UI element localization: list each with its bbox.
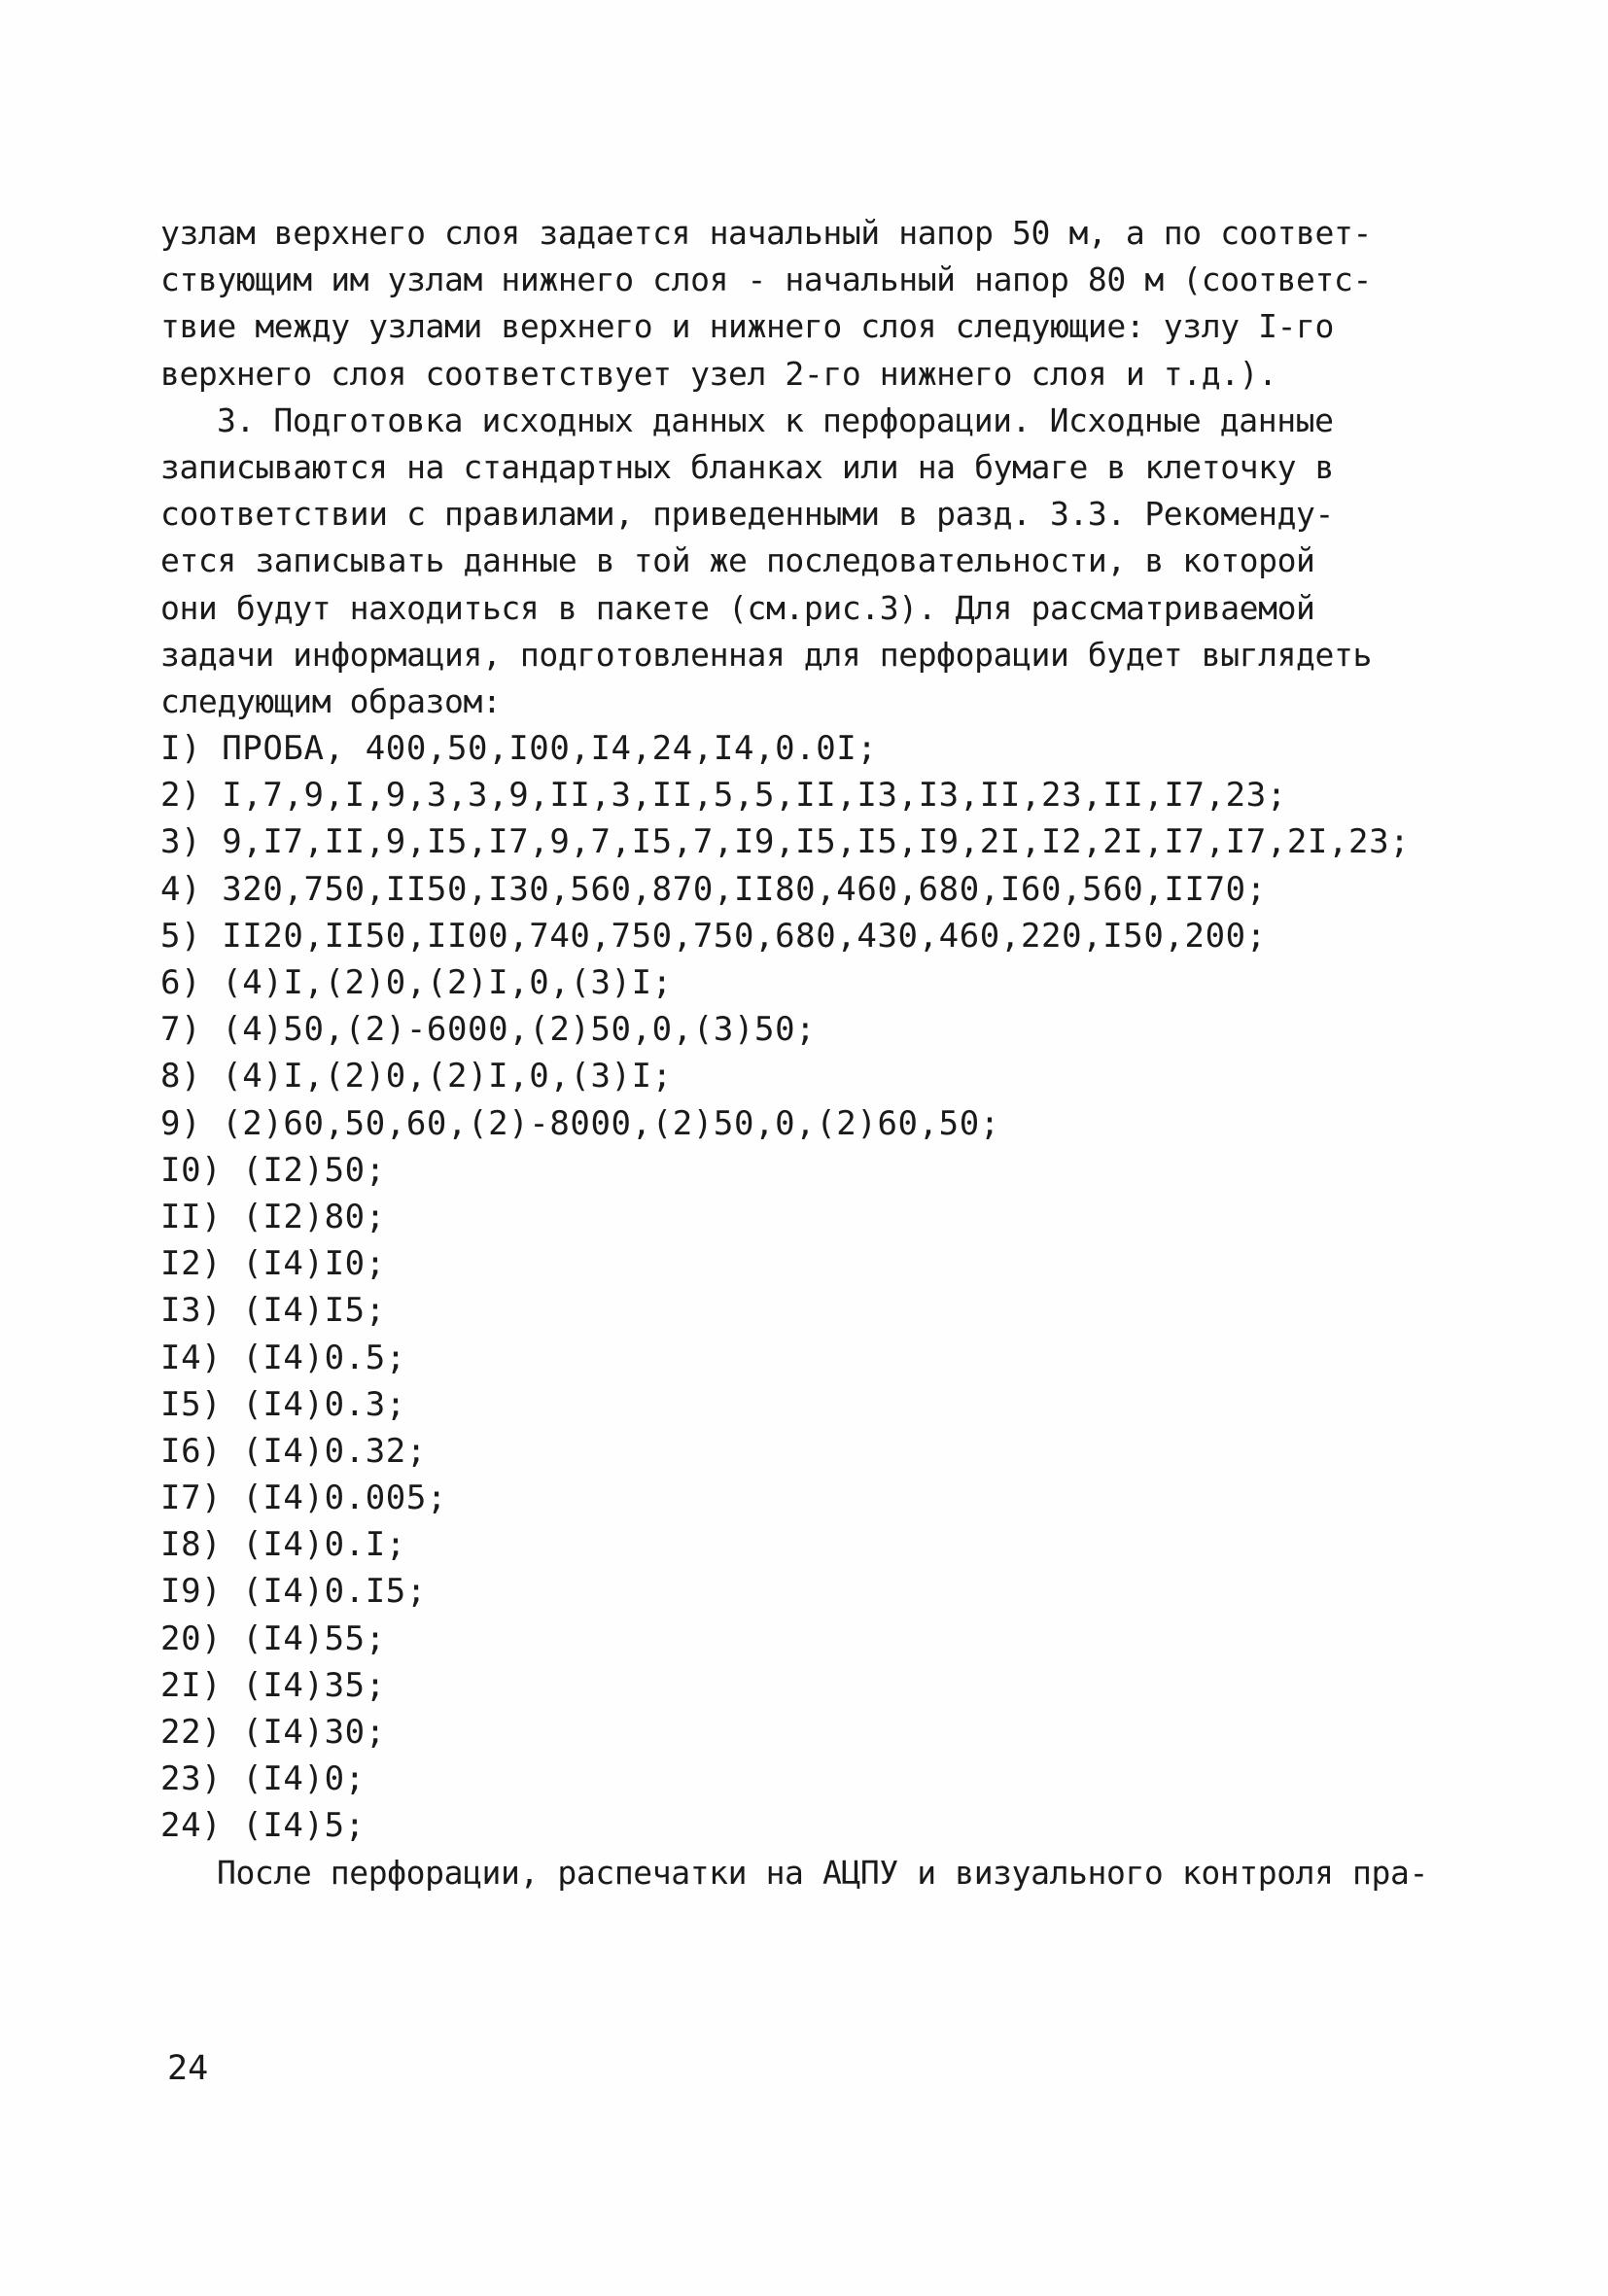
item-number: II) xyxy=(160,1197,223,1236)
text-line: задачи информация, подготовленная для перфорации будет выглядеть xyxy=(160,635,1372,674)
list-item xyxy=(160,913,1453,959)
item-text: (I4)0.5; xyxy=(242,1338,406,1377)
item-text: (I2)80; xyxy=(242,1197,386,1236)
item-text: (I4)0; xyxy=(242,1759,366,1799)
item-number: 7) xyxy=(160,1010,202,1050)
list-item xyxy=(160,1756,1453,1802)
list-item xyxy=(160,772,1453,818)
item-number: I2) xyxy=(160,1244,223,1284)
text-line: узлам верхнего слоя задается начальный напор 50 м, а по соответ- xyxy=(160,214,1372,252)
text-line: 3. Подготовка исходных данных к перфорации. Исходные данные xyxy=(217,400,1334,439)
list-item xyxy=(160,1194,1453,1240)
text-line: ствующим им узлам нижнего слоя - начальный напор 80 м (соответс- xyxy=(160,261,1372,299)
item-text: (I4)5; xyxy=(242,1806,366,1846)
list-item xyxy=(160,1709,1453,1756)
page-number: 24 xyxy=(167,2049,209,2088)
item-number: I6) xyxy=(160,1431,223,1471)
text-line: они будут находиться в пакете (см.рис.3). Для рассматриваемой xyxy=(160,588,1315,627)
item-text: (I4)35; xyxy=(242,1665,386,1705)
item-text: (I4)0.3; xyxy=(242,1384,406,1424)
item-number: 2I) xyxy=(160,1665,223,1705)
item-number: 5) xyxy=(160,916,202,956)
item-text: II20,II50,II00,740,750,750,680,430,460,220,I50,200; xyxy=(222,916,1267,956)
item-number: 8) xyxy=(160,1057,202,1096)
list-item xyxy=(160,1006,1453,1053)
text-line: верхнего слоя соответствует узел 2-го нижнего слоя и т.д.). xyxy=(160,354,1277,393)
item-number: I4) xyxy=(160,1338,223,1377)
item-number: 6) xyxy=(160,963,202,1002)
item-number: 9) xyxy=(160,1103,202,1143)
list-item xyxy=(160,818,1453,865)
text-line: соответствии с правилами, приведенными в разд. 3.3. Рекоменду- xyxy=(160,495,1334,534)
text-line: ется записывать данные в той же последовательности, в которой xyxy=(160,541,1315,580)
item-text: (4)I,(2)0,(2)I,0,(3)I; xyxy=(222,963,673,1002)
item-text: 9,I7,II,9,I5,I7,9,7,I5,7,I9,I5,I5,I9,2I,I2,2I,I7,I7,2I,23; xyxy=(222,822,1411,862)
item-number: 22) xyxy=(160,1713,223,1752)
item-text: 320,750,II50,I30,560,870,II80,460,680,I60,560,II70; xyxy=(222,869,1267,909)
item-text: (I4)0.I5; xyxy=(242,1572,427,1612)
list-item xyxy=(160,1475,1453,1521)
item-number: I5) xyxy=(160,1384,223,1424)
list-item xyxy=(160,1568,1453,1615)
page-body xyxy=(160,210,1453,1896)
item-text: (I2)50; xyxy=(242,1150,386,1190)
item-text: (4)I,(2)0,(2)I,0,(3)I; xyxy=(222,1057,673,1096)
item-number: I3) xyxy=(160,1291,223,1331)
item-number: I9) xyxy=(160,1572,223,1612)
text-line-continuation: После перфорации, распечатки на АЦПУ и визуального контроля пра- xyxy=(217,1853,1428,1892)
list-item xyxy=(160,1381,1453,1428)
item-text: I,7,9,I,9,3,3,9,II,3,II,5,5,II,I3,I3,II,23,II,I7,23; xyxy=(222,776,1287,816)
list-item xyxy=(160,866,1453,913)
item-number: I) xyxy=(160,729,202,769)
list-item xyxy=(160,1100,1453,1147)
item-number: I0) xyxy=(160,1150,223,1190)
item-text: (2)60,50,60,(2)-8000,(2)50,0,(2)60,50; xyxy=(222,1103,1000,1143)
list-item xyxy=(160,1240,1453,1287)
input-data-list xyxy=(160,725,1453,1850)
item-text: ПРОБА, 400,50,I00,I4,24,I4,0.0I; xyxy=(222,729,878,769)
item-number: 4) xyxy=(160,869,202,909)
item-text: (I4)0.I; xyxy=(242,1525,406,1565)
item-text: (I4)I5; xyxy=(242,1291,386,1331)
text-line: следующим образом: xyxy=(160,681,502,720)
list-item xyxy=(160,1053,1453,1099)
list-item xyxy=(160,1521,1453,1568)
item-text: (I4)I0; xyxy=(242,1244,386,1284)
text-line: записываются на стандартных бланках или на бумаге в клеточку в xyxy=(160,447,1334,486)
list-item xyxy=(160,959,1453,1006)
list-item xyxy=(160,1147,1453,1194)
item-number: 20) xyxy=(160,1618,223,1658)
list-item xyxy=(160,725,1453,772)
item-number: I8) xyxy=(160,1525,223,1565)
text-line: твие между узлами верхнего и нижнего слоя следующие: узлу I-го xyxy=(160,307,1334,346)
item-text: (I4)55; xyxy=(242,1618,386,1658)
paragraph-data-preparation xyxy=(160,398,1453,725)
item-number: 2) xyxy=(160,776,202,816)
item-number: 3) xyxy=(160,822,202,862)
item-number: I7) xyxy=(160,1478,223,1518)
list-item xyxy=(160,1335,1453,1381)
item-number: 24) xyxy=(160,1806,223,1846)
list-item xyxy=(160,1802,1453,1849)
paragraph-continuation xyxy=(160,210,1453,398)
item-text: (I4)0.005; xyxy=(242,1478,447,1518)
list-item xyxy=(160,1428,1453,1475)
item-text: (4)50,(2)-6000,(2)50,0,(3)50; xyxy=(222,1010,817,1050)
item-text: (I4)30; xyxy=(242,1713,386,1752)
list-item xyxy=(160,1287,1453,1334)
list-item xyxy=(160,1662,1453,1709)
list-item xyxy=(160,1616,1453,1662)
item-text: (I4)0.32; xyxy=(242,1431,427,1471)
item-number: 23) xyxy=(160,1759,223,1799)
